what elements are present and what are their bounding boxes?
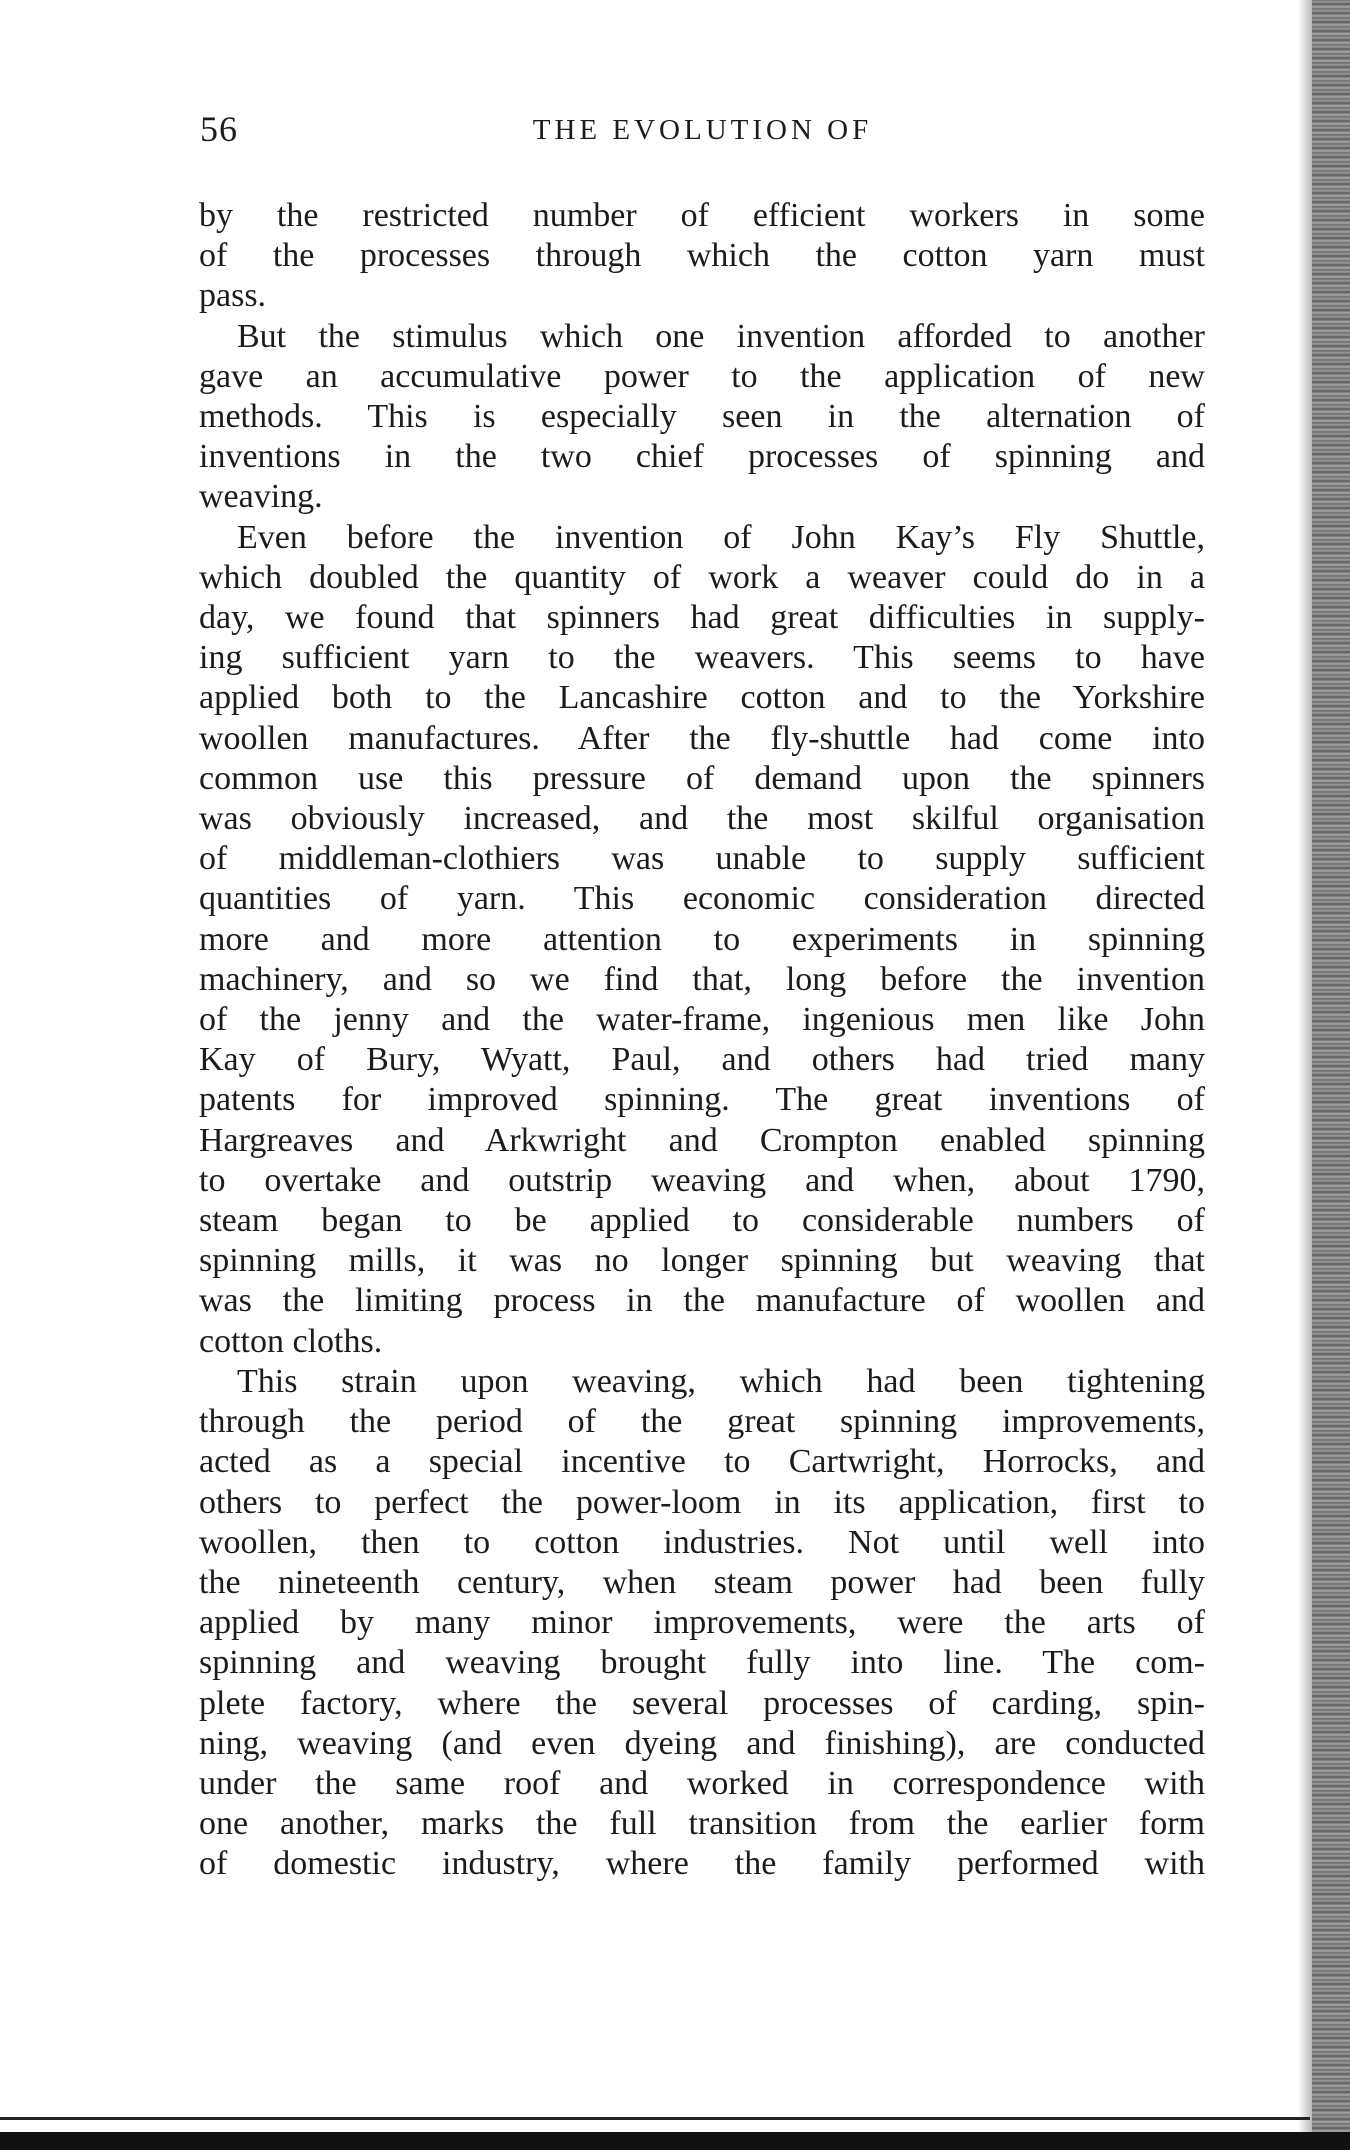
text-line: was obviously increased, and the most skilful organisation [199, 800, 1205, 838]
text-line: Kay of Bury, Wyatt, Paul, and others had tried many [199, 1041, 1205, 1079]
text-line: of middleman-clothiers was unable to supply sufficient [199, 840, 1205, 878]
page-header [200, 108, 1205, 158]
text-line: of the jenny and the water-frame, ingenious men like John [199, 1001, 1205, 1039]
running-head: THE EVOLUTION OF [532, 114, 873, 146]
text-line: by the restricted number of efficient workers in some [199, 197, 1205, 234]
scanned-bottom-edge [0, 2132, 1350, 2150]
text-line: one another, marks the full transition from the earlier form [199, 1805, 1205, 1843]
text-line: methods. This is especially seen in the alternation of [199, 398, 1205, 436]
text-line: gave an accumulative power to the application of new [199, 357, 1205, 395]
text-line: others to perfect the power-loom in its application, first to [199, 1483, 1205, 1521]
text-line: acted as a special incentive to Cartwright, Horrocks, and [199, 1443, 1205, 1481]
text-line: plete factory, where the several processes of carding, spin- [199, 1684, 1205, 1722]
paragraph [199, 196, 1205, 317]
text-line: ing sufficient yarn to the weavers. This seems to have [199, 639, 1205, 677]
text-line: spinning and weaving brought fully into line. The com- [199, 1644, 1205, 1682]
text-line: Hargreaves and Arkwright and Crompton enabled spinning [199, 1121, 1205, 1159]
text-line: to overtake and outstrip weaving and when, about 1790, [199, 1161, 1205, 1199]
text-line: patents for improved spinning. The great inventions of [199, 1081, 1205, 1119]
text-line: This strain upon weaving, which had been tightening [237, 1362, 1205, 1400]
text-line: more and more attention to experiments in spinning [199, 920, 1205, 958]
text-line: applied by many minor improvements, were the arts of [199, 1604, 1205, 1642]
text-line: through the period of the great spinning improvements, [199, 1403, 1205, 1441]
scanned-page-edge [1312, 0, 1350, 2150]
paragraph [199, 1362, 1205, 1885]
text-line: spinning mills, it was no longer spinning but weaving that [199, 1242, 1205, 1280]
bottom-rule [0, 2117, 1310, 2120]
text-line: was the limiting process in the manufacture of woollen and [199, 1282, 1205, 1320]
text-line: day, we found that spinners had great difficulties in supply- [199, 599, 1205, 637]
text-line: steam began to be applied to considerable numbers of [199, 1202, 1205, 1240]
paragraph [199, 518, 1205, 1362]
page-number: 56 [200, 109, 238, 149]
text-line: common use this pressure of demand upon the spinners [199, 759, 1205, 797]
text-line: cotton cloths. [199, 1322, 383, 1360]
text-line: woollen, then to cotton industries. Not until well into [199, 1523, 1205, 1561]
text-line: woollen manufactures. After the fly-shuttle had come into [199, 719, 1205, 757]
body-text [199, 196, 1205, 1885]
text-line: Even before the invention of John Kay’s Fly Shuttle, [237, 518, 1205, 556]
paragraph [199, 317, 1205, 518]
text-line: ning, weaving (and even dyeing and finishing), are conducted [199, 1724, 1205, 1762]
text-line: But the stimulus which one invention afforded to another [237, 317, 1205, 355]
text-line: applied both to the Lancashire cotton and to the Yorkshire [199, 679, 1205, 717]
text-line: which doubled the quantity of work a weaver could do in a [199, 558, 1205, 596]
text-line: quantities of yarn. This economic consideration directed [199, 880, 1205, 918]
page-edge-shadow [1298, 0, 1312, 2150]
text-line: weaving. [199, 478, 323, 516]
text-line: inventions in the two chief processes of spinning and [199, 438, 1205, 476]
text-line: of the processes through which the cotton yarn must [199, 237, 1205, 275]
text-line: of domestic industry, where the family performed with [199, 1845, 1205, 1883]
text-line: pass. [199, 277, 267, 315]
text-line: machinery, and so we find that, long before the invention [199, 960, 1205, 998]
text-line: the nineteenth century, when steam power had been fully [199, 1563, 1205, 1601]
text-line: under the same roof and worked in correspondence with [199, 1764, 1205, 1802]
